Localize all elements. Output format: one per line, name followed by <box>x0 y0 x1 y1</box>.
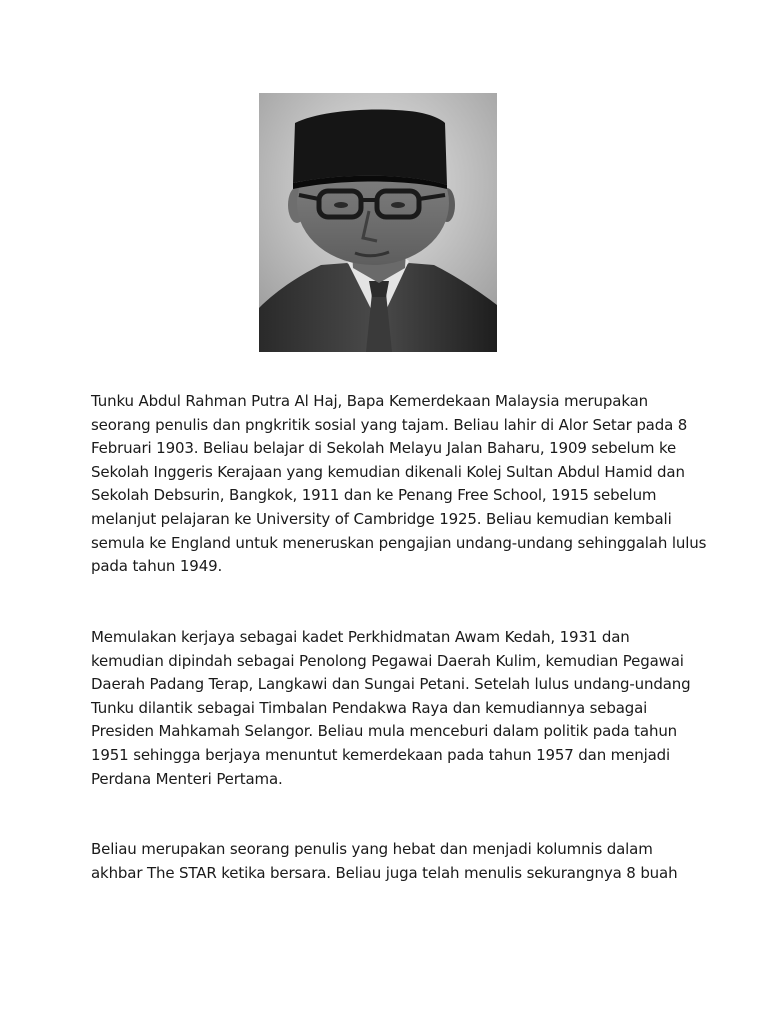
paragraph-2 <box>91 626 691 791</box>
text-line: Sekolah Debsurin, Bangkok, 1911 dan ke Penang Free School, 1915 sebelum <box>91 486 657 505</box>
portrait-image <box>259 93 497 352</box>
paragraph-3 <box>91 838 691 885</box>
text-line: akhbar The STAR ketika bersara. Beliau juga telah menulis sekurangnya 8 buah <box>91 863 678 882</box>
text-line: Perdana Menteri Pertama. <box>91 769 283 788</box>
paragraph-1 <box>91 390 707 579</box>
text-line: 1951 sehingga berjaya menuntut kemerdekaan pada tahun 1957 dan menjadi <box>91 745 671 764</box>
text-line: Memulakan kerjaya sebagai kadet Perkhidmatan Awam Kedah, 1931 dan <box>91 628 630 646</box>
text-line: Tunku dilantik sebagai Timbalan Pendakwa Raya dan kemudiannya sebagai <box>91 698 648 717</box>
text-line: Beliau merupakan seorang penulis yang hebat dan menjadi kolumnis dalam <box>91 840 653 858</box>
text-line: Presiden Mahkamah Selangor. Beliau mula menceburi dalam politik pada tahun <box>91 722 678 741</box>
text-line: semula ke England untuk meneruskan pengajian undang-undang sehinggalah lulus <box>91 533 707 552</box>
text-line: Tunku Abdul Rahman Putra Al Haj, Bapa Kemerdekaan Malaysia merupakan <box>91 392 649 410</box>
text-line: seorang penulis dan pngkritik sosial yang tajam. Beliau lahir di Alor Setar pada 8 <box>91 415 688 434</box>
text-line: pada tahun 1949. <box>91 557 223 576</box>
text-line: Daerah Padang Terap, Langkawi dan Sungai Petani. Setelah lulus undang-undang <box>91 675 691 694</box>
portrait-photo <box>259 93 497 352</box>
text-line: Sekolah Inggeris Kerajaan yang kemudian dikenali Kolej Sultan Abdul Hamid dan <box>91 462 685 481</box>
text-line: kemudian dipindah sebagai Penolong Pegawai Daerah Kulim, kemudian Pegawai <box>91 651 684 670</box>
text-line: Februari 1903. Beliau belajar di Sekolah Melayu Jalan Baharu, 1909 sebelum ke <box>91 439 677 458</box>
text-line: melanjut pelajaran ke University of Cambridge 1925. Beliau kemudian kembali <box>91 509 672 528</box>
